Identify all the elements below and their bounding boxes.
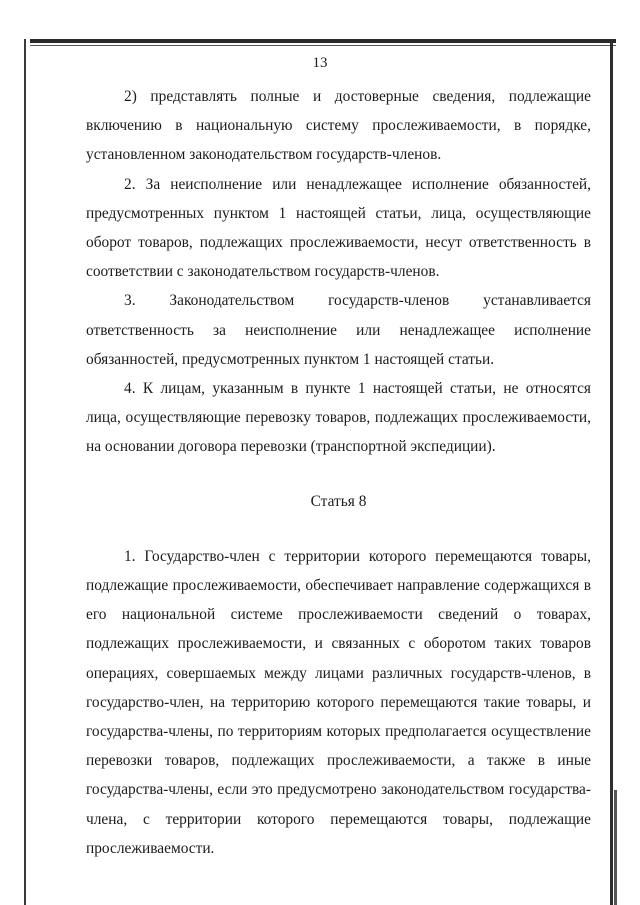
paragraph: 1. Государство-член с территории которого перемещаются товары, подлежащие прослеживаемости, обеспечивает направление содержащихся в его национальной системе прослеживаемости сведений о товарах, подлежащих прослеживаемости, и связанных с оборотом таких товаров операциях, совершаемых между лицами различных государств-членов, в государство-член, на территорию которого перемещаются такие товары, и государства-члены, по территориям которых предполагается осуществление перевозки товаров, подлежащих прослеживаемости, а также в иные государства-члены, если это предусмотрено законодательством государства-члена, с территории которого перемещаются товары, подлежащие прослеживаемости. bbox=[86, 547, 591, 857]
page-border-right bbox=[610, 39, 613, 905]
paragraph: 2. За неисполнение или ненадлежащее исполнение обязанностей, предусмотренных пунктом 1 настоящей статьи, лица, осуществляющие оборот товаров, подлежащих прослеживаемости, несут ответственность в соответствии с законодательством государств-членов. bbox=[86, 175, 591, 281]
paragraph: 2) представлять полные и достоверные сведения, подлежащие включению в национальную систему прослеживаемости, в порядке, установленном законодательством государств-членов. bbox=[86, 88, 591, 164]
paragraph: 4. К лицам, указанным в пункте 1 настоящей статьи, не относятся лица, осуществляющие перевозку товаров, подлежащих прослеживаемости, на основании договора перевозки (транспортной экспедиции). bbox=[86, 380, 591, 456]
page-number: 13 bbox=[312, 55, 328, 71]
page-border-top bbox=[30, 39, 616, 43]
page-border-left bbox=[24, 39, 26, 905]
document-body bbox=[86, 82, 591, 863]
paragraph: 3. Законодательством государств-членов устанавливается ответственность за неисполнение или ненадлежащее исполнение обязанностей, предусмотренных пунктом 1 настоящей статьи. bbox=[86, 292, 591, 368]
page-border-top-inner bbox=[30, 45, 616, 46]
article-heading: Статья 8 bbox=[310, 492, 367, 510]
page-border-right-inner bbox=[614, 790, 617, 905]
